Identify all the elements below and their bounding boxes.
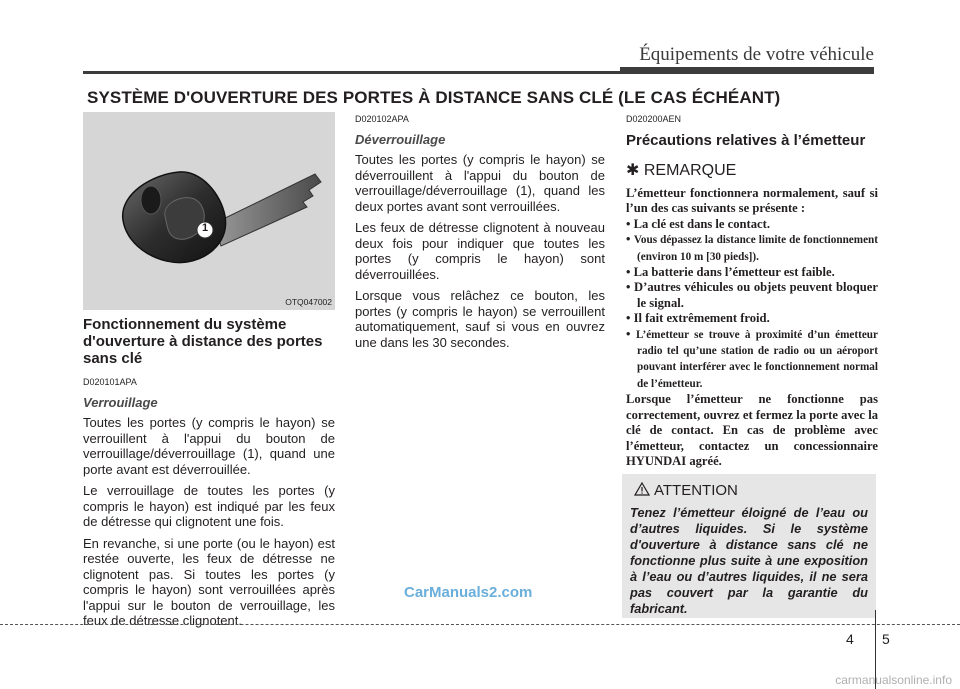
paragraph: Toutes les portes (y compris le hayon) se verrouillent à l'appui du bouton de verrouillage/déverrouillage (1), quand une porte avant est déverrouillée.: [83, 415, 335, 477]
attention-text: Tenez l’émetteur éloigné de l’eau ou d’autres liquides. Si le système d'ouverture à distance sans clé ne fonctionne plus suite à une exposition à l’eau ou d’autres liquides, il ne sera pas couvert par la garantie du fabricant.: [630, 505, 868, 616]
column-1: [83, 316, 335, 635]
lock-heading: Verrouillage: [83, 394, 158, 410]
page-number: 5: [882, 631, 890, 647]
list-item: • Vous dépassez la distance limite de fonctionnement (environ 10 m [30 pieds]).: [626, 232, 878, 263]
warning-triangle-icon: [634, 482, 650, 496]
asterisk-icon: ✱: [626, 161, 644, 179]
remark-outro: Lorsque l’émetteur ne fonctionne pas correctement, ouvrez et fermez la porte avec la clé de contact. En cas de problème avec l’émetteur, contactez un concessionnaire HYUNDAI agréé.: [626, 392, 878, 468]
remark-intro: L’émetteur fonctionnera normalement, sauf si l’un des cas suivants se présente :: [626, 186, 878, 216]
list-item: • La clé est dans le contact.: [626, 216, 770, 231]
list-item: • D’autres véhicules ou objets peuvent bloquer le signal.: [626, 280, 878, 310]
header-rule-accent: [620, 67, 874, 73]
figure-code: OTQ047002: [285, 297, 332, 307]
paragraph: Lorsque vous relâchez ce bouton, les portes (y compris le hayon) se verrouillent automatiquement, sauf si vous en ouvrez une dans les 30 secondes.: [355, 288, 605, 350]
callout-number: 1: [201, 222, 209, 234]
chapter-number: 4: [846, 631, 854, 647]
watermark-link[interactable]: CarManuals2.com: [404, 584, 533, 601]
precautions-heading: Précautions relatives à l’émetteur: [626, 131, 866, 149]
column-2: [355, 112, 605, 356]
paragraph: Toutes les portes (y compris le hayon) se déverrouillent à l'appui du bouton de verrouillage/déverrouillage (1), quand les deux portes avant sont verrouillées.: [355, 152, 605, 214]
doc-code: D020102APA: [355, 114, 409, 124]
section-title: SYSTÈME D'OUVERTURE DES PORTES À DISTANCE SANS CLÉ (LE CAS ÉCHÉANT): [87, 88, 781, 107]
key-fob-illustration: [83, 112, 335, 310]
remark-list: [626, 217, 878, 392]
remark-title: ✱ REMARQUE: [626, 161, 737, 179]
column-3: [626, 112, 878, 469]
footer-watermark: carmanualsonline.info: [835, 673, 952, 687]
list-item: • L’émetteur se trouve à proximité d’un émetteur radio tel qu’une station de radio ou un aéroport pouvant interférer avec le fonctionnement normal de l’émetteur.: [626, 326, 878, 390]
unlock-heading: Déverrouillage: [355, 131, 446, 147]
doc-code: D020200AEN: [626, 114, 682, 124]
footer-divider: [0, 624, 960, 625]
paragraph: Les feux de détresse clignotent à nouveau deux fois pour indiquer que toutes les portes (y compris le hayon) sont déverrouillées.: [355, 220, 605, 282]
paragraph: En revanche, si une porte (ou le hayon) est restée ouverte, les feux de détresse ne clignotent pas. Si toutes les portes (y compris le hayon) sont verrouillées après l'appui sur le bouton de verrouillage, les feux de détresse clignotent.: [83, 535, 335, 628]
header-title: Équipements de votre véhicule: [639, 44, 874, 65]
key-fob-figure: [83, 112, 335, 310]
subsection-heading: Fonctionnement du système d'ouverture à distance des portes sans clé: [83, 316, 323, 367]
list-item: • Il fait extrêmement froid.: [626, 311, 770, 326]
remark-box: [626, 186, 878, 469]
doc-code: D020101APA: [83, 377, 137, 387]
attention-box: [622, 474, 876, 618]
paragraph: Le verrouillage de toutes les portes (y compris le hayon) est indiqué par les feux de détresse qui clignotent une fois.: [83, 483, 335, 529]
list-item: • La batterie dans l’émetteur est faible.: [626, 265, 835, 280]
attention-heading: ATTENTION: [634, 482, 738, 499]
